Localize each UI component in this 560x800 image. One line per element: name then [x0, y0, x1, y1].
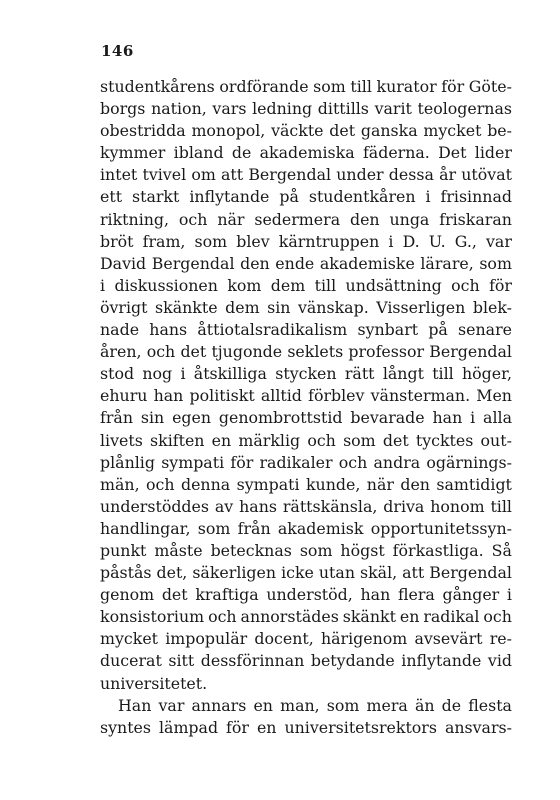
word: dem: [225, 297, 260, 317]
word: ogärnings-: [426, 452, 512, 472]
word: lämpad: [158, 717, 219, 737]
word: universitetsrektors: [284, 717, 437, 737]
word: övrigt: [100, 297, 148, 317]
word: studentkårens: [100, 77, 215, 96]
text-line: [100, 297, 512, 319]
word: inflytande: [189, 187, 270, 207]
word: till: [432, 364, 454, 384]
word: dessa: [388, 165, 434, 185]
word: den: [400, 474, 430, 494]
text-line: [100, 142, 512, 164]
word: akademiska: [259, 143, 355, 163]
word: för: [230, 452, 254, 472]
word: nade: [100, 320, 140, 340]
word: att: [402, 563, 425, 583]
word: när: [366, 474, 394, 494]
text-line: [100, 253, 512, 275]
word: flera: [397, 585, 435, 605]
word: när: [217, 209, 245, 229]
word: konsistorium: [100, 607, 205, 627]
word: be-: [487, 121, 512, 141]
word: man,: [280, 695, 320, 715]
word: ganska: [360, 121, 418, 141]
word: unga: [389, 209, 430, 229]
word: alla: [483, 408, 512, 428]
word: sin: [140, 408, 165, 428]
word: härigenom: [320, 629, 408, 649]
word: Men: [476, 386, 512, 406]
word: varit: [374, 99, 412, 119]
word: undsättning: [345, 275, 442, 295]
word: i: [180, 364, 186, 384]
word: seklets: [287, 342, 344, 362]
word: som: [313, 77, 346, 96]
word: genombrottstid: [218, 408, 343, 428]
word: åren,: [100, 342, 142, 362]
word: out-: [480, 430, 512, 450]
text-line: [100, 540, 512, 562]
text-line: [100, 341, 512, 363]
word: nog: [142, 364, 173, 384]
word: understöd,: [266, 585, 353, 605]
word: skiften: [150, 430, 205, 450]
word: samtidigt: [436, 474, 512, 494]
word: inflytande: [401, 651, 482, 671]
word: han: [432, 408, 463, 428]
text-line: [100, 584, 512, 606]
word: genom: [100, 585, 155, 605]
word: kunde,: [305, 474, 361, 494]
text-line: [100, 695, 512, 717]
word: som: [299, 540, 333, 560]
word: han: [153, 386, 184, 406]
word: honom: [430, 496, 485, 516]
text-line: [100, 496, 512, 518]
word: i: [506, 585, 512, 605]
word: syntes: [100, 717, 152, 737]
text-line: [100, 452, 512, 474]
word: som: [326, 695, 360, 715]
word: synbart: [357, 320, 419, 340]
word: mycket: [100, 629, 159, 649]
word: en: [399, 607, 420, 627]
word: Bergendal: [248, 165, 332, 185]
word: radikaler: [259, 452, 333, 472]
text-line: [100, 518, 512, 540]
word: sympati: [236, 474, 300, 494]
text-line: [100, 186, 512, 208]
word: en: [253, 695, 273, 715]
word: än: [414, 695, 435, 715]
word: friskaran: [439, 209, 512, 229]
word: studentkåren: [308, 187, 416, 207]
word: livets: [100, 430, 143, 450]
word: hans: [239, 496, 277, 516]
word: och: [178, 209, 208, 229]
word: rättskänsla,: [282, 496, 378, 516]
word: hans: [149, 320, 188, 340]
word: re-: [489, 629, 512, 649]
word: åttiotalsradikalism: [197, 320, 348, 340]
text-line: [100, 430, 512, 452]
word: sitt: [168, 651, 195, 671]
word: lärare,: [420, 253, 474, 273]
word: ibland: [173, 143, 224, 163]
word: som: [343, 430, 376, 450]
word: måste: [154, 540, 203, 560]
word: Bergendal: [429, 342, 512, 362]
word: utan: [318, 563, 355, 583]
text-line: [100, 562, 512, 584]
word: stycken: [275, 364, 337, 384]
word: var: [485, 231, 512, 251]
word: alltid: [260, 386, 302, 406]
text-line: [100, 717, 512, 739]
word: rätt: [344, 364, 375, 384]
word: mycket: [423, 121, 482, 141]
word: mera: [366, 695, 408, 715]
word: ledning: [252, 99, 313, 119]
word: Bergendal: [151, 253, 235, 273]
word: dem: [270, 275, 306, 295]
word: förblev: [308, 386, 365, 406]
text-line: [100, 474, 512, 496]
word: på: [428, 320, 448, 340]
word: intet: [100, 165, 138, 185]
word: män,: [100, 474, 140, 494]
text-line: [100, 164, 512, 186]
word: blev: [236, 231, 270, 251]
word: Det: [438, 143, 467, 163]
word: förkastliga.: [392, 540, 484, 560]
word: högst: [340, 540, 385, 560]
word: annars: [191, 695, 247, 715]
word: borgs: [100, 99, 146, 119]
word: vänsterman.: [370, 386, 471, 406]
word: vänskap.: [297, 297, 369, 317]
text-line: [100, 650, 512, 672]
word: från: [100, 408, 133, 428]
word: väckte: [271, 121, 324, 141]
word: betydande: [310, 651, 395, 671]
word: tjugonde: [211, 342, 283, 362]
word: stod: [100, 364, 135, 384]
word: långt: [382, 364, 424, 384]
word: de: [231, 143, 252, 163]
word: skänkte: [155, 297, 218, 317]
text-line: [100, 120, 512, 142]
text-line: [100, 673, 512, 695]
word: och: [307, 430, 336, 450]
word: var: [158, 695, 185, 715]
word: fäderna.: [362, 143, 430, 163]
text-line: [100, 98, 512, 120]
word: det: [329, 121, 356, 141]
word: till: [490, 496, 512, 516]
word: politiskt: [189, 386, 255, 406]
word: Så: [491, 540, 512, 560]
word: akademiske: [319, 253, 415, 273]
word: senare: [458, 320, 512, 340]
word: U.: [428, 231, 446, 251]
word: egen: [172, 408, 212, 428]
word: kraftiga: [195, 585, 259, 605]
word: dessförinnan: [200, 651, 305, 671]
word: det: [161, 585, 188, 605]
word: på: [279, 187, 299, 207]
word: som: [194, 231, 228, 251]
word: annorstädes: [240, 607, 339, 627]
word: från: [237, 518, 271, 538]
word: ducerat: [100, 651, 162, 671]
word: Bergendal: [429, 563, 512, 583]
word: till: [314, 275, 337, 295]
word: understöddes: [100, 496, 210, 516]
word: för: [226, 717, 249, 737]
word: diskussionen: [114, 275, 218, 295]
word: han: [360, 585, 391, 605]
page-number: 146: [101, 42, 134, 60]
word: en: [256, 717, 277, 737]
word: om: [191, 165, 216, 185]
word: ehuru: [100, 386, 148, 406]
word: höger,: [462, 364, 512, 384]
text-line: [100, 606, 512, 628]
word: flesta: [468, 695, 512, 715]
word: ende: [275, 253, 315, 273]
word: opportunitetssyn-: [370, 518, 512, 538]
word: driva: [383, 496, 425, 516]
word: icke: [281, 563, 314, 583]
word: fram,: [142, 231, 186, 251]
word: bevarade: [350, 408, 425, 428]
text-line: [100, 209, 512, 231]
word: blek-: [472, 297, 512, 317]
text-line: [100, 363, 512, 385]
word: kom: [227, 275, 262, 295]
word: och: [146, 474, 175, 494]
word: nation,: [151, 99, 207, 119]
word: det: [180, 342, 207, 362]
word: skänkt: [342, 607, 396, 627]
word: för: [441, 77, 465, 96]
word: teologernas: [417, 99, 512, 119]
word: frisinnad: [440, 187, 512, 207]
word: som: [479, 253, 512, 273]
word: betecknas: [210, 540, 292, 560]
word: det,: [156, 563, 188, 583]
word: denna: [180, 474, 231, 494]
word: Han: [118, 695, 152, 715]
word: under: [336, 165, 384, 185]
word: professor: [348, 342, 425, 362]
text-line: [100, 407, 512, 429]
word: som: [197, 518, 231, 538]
word: skäl,: [359, 563, 398, 583]
word: avsevärt: [414, 629, 483, 649]
word: åtskilliga: [193, 364, 267, 384]
word: impopulär: [165, 629, 248, 649]
text-line: [100, 628, 512, 650]
word: ansvars-: [444, 717, 512, 737]
word: andra: [373, 452, 421, 472]
word: till: [350, 77, 372, 96]
word: sin: [267, 297, 291, 317]
word: starkt: [132, 187, 180, 207]
word: kurator: [376, 77, 437, 96]
word: universitetet.: [100, 673, 208, 693]
word: i: [425, 187, 431, 207]
word: och: [208, 607, 237, 627]
word: radikal: [423, 607, 480, 627]
word: kärntruppen: [278, 231, 380, 251]
body-text: [100, 76, 512, 739]
word: och: [338, 452, 368, 472]
word: G.,: [454, 231, 477, 251]
text-line: [100, 275, 512, 297]
word: utövat: [461, 165, 512, 185]
word: märklig: [238, 430, 301, 450]
text-line: [100, 319, 512, 341]
word: sedermera: [254, 209, 341, 229]
word: ordförande: [219, 77, 309, 96]
word: att: [221, 165, 244, 185]
paragraph-2: [100, 695, 512, 739]
word: kymmer: [100, 143, 166, 163]
word: docent,: [254, 629, 314, 649]
word: monopol,: [191, 121, 266, 141]
paragraph-1: [100, 76, 512, 695]
word: riktning,: [100, 209, 170, 229]
word: obestridda: [100, 121, 186, 141]
text-line: [100, 231, 512, 253]
word: Göte-: [468, 77, 512, 96]
word: i: [470, 408, 476, 428]
word: en: [211, 430, 232, 450]
word: de: [441, 695, 462, 715]
word: och: [483, 607, 512, 627]
word: för: [489, 275, 512, 295]
word: det: [382, 430, 409, 450]
word: sympati: [161, 452, 225, 472]
word: tvivel: [142, 165, 187, 185]
word: ett: [100, 187, 123, 207]
word: år: [439, 165, 457, 185]
word: bröt: [100, 231, 134, 251]
word: vid: [487, 651, 512, 671]
word: vars: [212, 99, 247, 119]
word: lider: [474, 143, 512, 163]
word: den: [240, 253, 270, 273]
word: och: [146, 342, 176, 362]
text-line: [100, 76, 512, 98]
word: i: [388, 231, 394, 251]
word: den: [349, 209, 380, 229]
word: punkt: [100, 540, 147, 560]
word: gånger: [442, 585, 500, 605]
word: av: [214, 496, 234, 516]
word: D.: [402, 231, 420, 251]
word: i: [100, 275, 106, 295]
word: David: [100, 253, 147, 273]
word: påstås: [100, 563, 152, 583]
word: Visserligen: [376, 297, 466, 317]
word: tycktes: [415, 430, 474, 450]
word: handlingar,: [100, 518, 191, 538]
word: akademisk: [277, 518, 364, 538]
word: och: [451, 275, 480, 295]
word: plånlig: [100, 452, 155, 472]
word: dittills: [317, 99, 369, 119]
word: säkerligen: [192, 563, 277, 583]
text-line: [100, 385, 512, 407]
